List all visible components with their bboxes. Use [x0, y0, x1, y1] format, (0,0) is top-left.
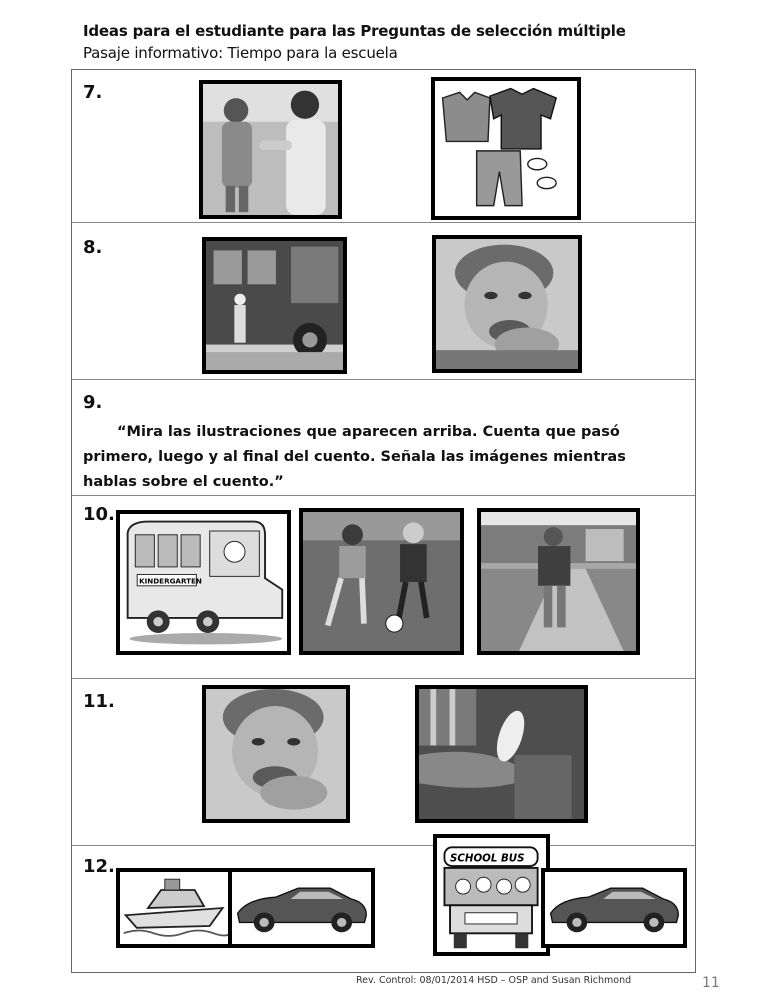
question-number: 8.: [83, 237, 103, 258]
kindergarten-bus-drawing: [116, 510, 291, 655]
school-bus-sign-text: SCHOOL BUS: [450, 852, 525, 865]
school-bus-drawing: [433, 834, 550, 956]
child-walking-photo: [477, 508, 640, 655]
document-title: Ideas para el estudiante para las Preguntas de selección múltiple: [83, 22, 626, 40]
question-row-9: [72, 380, 695, 496]
question-number: 12.: [83, 856, 115, 877]
question-row-8: [72, 223, 695, 380]
clothes-drawing: [431, 77, 581, 220]
page-number: 11: [702, 975, 720, 991]
question-number: 11.: [83, 691, 115, 712]
tying-shoe-photo: [415, 685, 588, 823]
sports-car-photo: [541, 868, 687, 948]
sports-car-photo: [228, 868, 375, 948]
footer-revision: Rev. Control: 08/01/2014 HSD – OSP and Susan Richmond: [356, 975, 632, 986]
bus-sign-text: KINDERGARTEN: [139, 576, 202, 586]
question-number: 10.: [83, 504, 115, 525]
question-number: 7.: [83, 82, 103, 103]
boat-drawing: [116, 868, 236, 948]
question-row-12: [72, 846, 695, 974]
kids-soccer-photo: [299, 508, 464, 655]
boy-eating-photo: [202, 685, 350, 823]
boy-eating-photo: [432, 235, 582, 373]
question-row-11: [72, 679, 695, 846]
question-table: [71, 69, 696, 973]
document-subtitle: Pasaje informativo: Tiempo para la escuela: [83, 44, 398, 62]
question-row-7: [72, 70, 695, 223]
mother-child-photo: [199, 80, 342, 219]
question-9-instruction: “Mira las ilustraciones que aparecen arriba. Cuenta que pasó primero, luego y al final del cuento. Señala las imágenes mientras hablas sobre el cuento.”: [83, 424, 626, 490]
children-boarding-bus-photo: [202, 237, 347, 374]
question-number: 9.: [83, 392, 103, 413]
question-row-10: [72, 496, 695, 679]
